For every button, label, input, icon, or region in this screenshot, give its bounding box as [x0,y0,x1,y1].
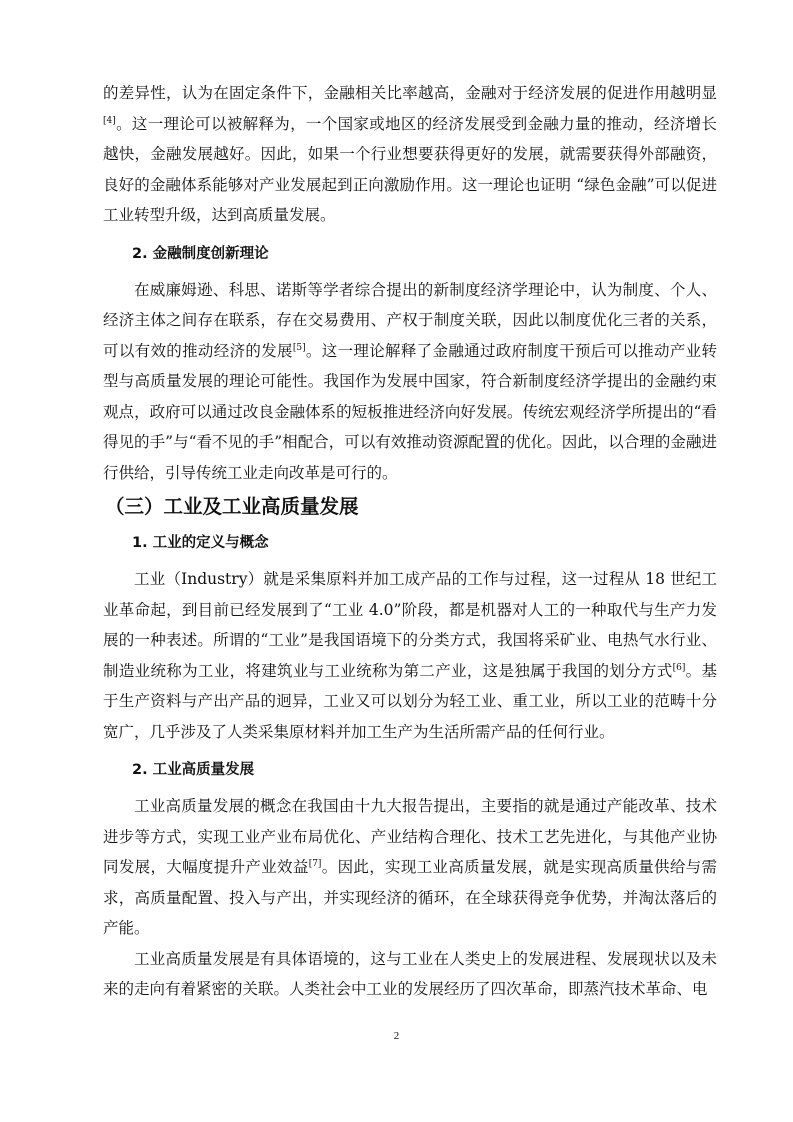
paragraph-4-text: 工业高质量发展的概念在我国由十九大报告提出，主要指的就是通过产能改革、技术进步等方式，实现工业产业布局优化、产业结构合理化、技术工艺先进化，与其他产业协同发展，大幅度提升产业效益 [103,797,717,876]
paragraph-5 [103,944,717,1005]
paragraph-1 [103,78,717,231]
paragraph-2-text-cont: 。这一理论解释了金融通过政府制度干预后可以推动产业转型与高质量发展的理论可能性。我国作为发展中国家，符合新制度经济学提出的金融约束观点，政府可以通过改良金融体系的短板推进经济向好发展。传统宏观经济学所提出的“看得见的手”与“看不见的手”相配合，可以有效推动资源配置的优化。因此，以合理的金融进行供给，引导传统工业走向改革是可行的。 [103,341,717,482]
paragraph-4 [103,791,717,944]
citation-7: [7] [308,859,322,869]
paragraph-3 [103,564,717,747]
subheading-high-quality-development: 2. 工业高质量发展 [132,762,255,778]
paragraph-4-text-cont: 。因此，实现工业高质量发展，就是实现高质量供给与需求，高质量配置、投入与产出，并实现经济的循环，在全球获得竞争优势，并淘汰落后的产能。 [103,858,717,937]
paragraph-3-text: 工业（Industry）就是采集原料并加工成产品的工作与过程，这一过程从 18 世纪工业革命起，到目前已经发展到了“工业 4.0”阶段，都是机器对人工的一种取代与生产力发展的一种表述。所谓的“工业”是我国语境下的分类方式，我国将采矿业、电热气水行业、制造业统称为工业，将建筑业与工业统称为第二产业，这是独属于我国的划分方式 [103,570,717,680]
paragraph-1-text: 的差异性，认为在固定条件下，金融相关比率越高，金融对于经济发展的促进作用越明显 [103,84,717,102]
paragraph-2-text: 在威廉姆逊、科思、诺斯等学者综合提出的新制度经济学理论中，认为制度、个人、经济主体之间存在联系，存在交易费用、产权于制度关联，因此以制度优化三者的关系，可以有效的推动经济的发展 [103,280,717,360]
paragraph-1-text-cont: 。这一理论可以被解释为，一个国家或地区的经济发展受到金融力量的推动，经济增长越快，金融发展越好。因此，如果一个行业想要获得更好的发展，就需要获得外部融资，良好的金融体系能够对产业发展起到正向激励作用。这一理论也证明 “绿色金融”可以促进工业转型升级，达到高质量发展。 [103,114,717,224]
section-heading-industry: （三）工业及工业高质量发展 [105,495,359,518]
page-number: 2 [393,1030,400,1042]
citation-4: [4] [103,115,116,126]
citation-6: [6] [672,662,686,673]
subheading-industry-definition: 1. 工业的定义与概念 [132,535,269,551]
page-content [103,78,717,1005]
citation-5: [5] [292,342,306,353]
paragraph-3-text-cont: 。基于生产资料与产出产品的迥异，工业又可以划分为轻工业、重工业，所以工业的范畴十分宽广，几乎涉及了人类采集原材料并加工生产为生活所需产品的任何行业。 [103,661,717,741]
subheading-financial-institution-innovation: 2. 金融制度创新理论 [132,245,269,262]
paragraph-5-text: 工业高质量发展是有具体语境的，这与工业在人类史上的发展进程、发展现状以及未来的走向有着紧密的关联。人类社会中工业的发展经历了四次革命，即蒸汽技术革命、电 [103,949,717,998]
paragraph-2 [103,275,717,489]
